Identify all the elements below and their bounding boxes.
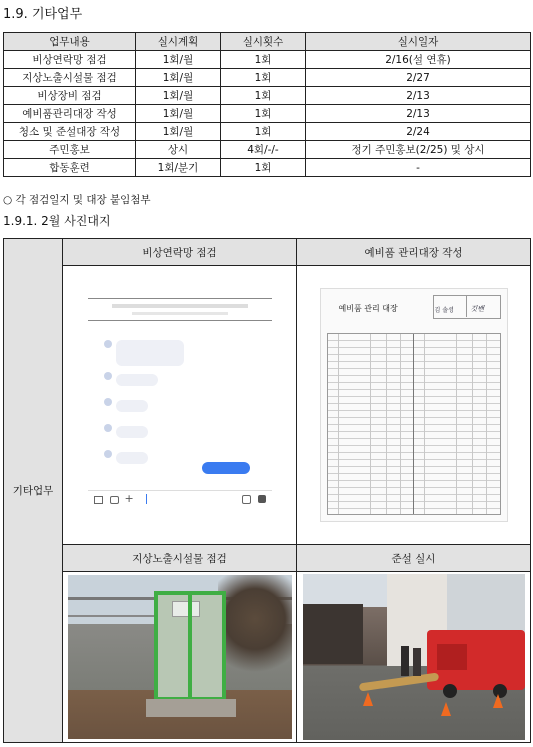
task-date: 2/27 [306,69,531,87]
table-row [4,159,531,177]
dredging-site-photo [303,574,525,740]
table-row [4,123,531,141]
task-count: 1회 [221,69,306,87]
task-name: 비상연락망 점검 [4,51,136,69]
photo-caption: 예비품 관리대장 작성 [297,239,531,266]
photo-caption: 비상연락망 점검 [63,239,297,266]
task-name: 주민홍보 [4,141,136,159]
ledger-title: 예비품 관리 대장 [338,304,398,313]
task-date: 정기 주민홍보(2/25) 및 상시 [306,141,531,159]
task-date: - [306,159,531,177]
task-plan: 상시 [136,141,221,159]
section-title: 1.9. 기타업무 [3,7,83,22]
spare-parts-ledger-photo [320,288,508,522]
photo-cell [63,572,297,743]
task-count: 1회 [221,159,306,177]
photo-cell [297,572,531,743]
task-count: 4회/-/- [221,141,306,159]
task-date: 2/24 [306,123,531,141]
header-cell: 실시계획 [136,33,221,51]
task-name: 예비품관리대장 작성 [4,105,136,123]
task-plan: 1회/월 [136,87,221,105]
header-cell: 업무내용 [4,33,136,51]
table-row [4,51,531,69]
photo-sheet-table [3,238,531,743]
camera-icon [110,496,119,504]
task-name: 지상노출시설물 점검 [4,69,136,87]
task-plan: 1회/분기 [136,159,221,177]
sticker-icon [242,495,251,504]
task-plan: 1회/월 [136,69,221,87]
task-date: 2/16(설 연휴) [306,51,531,69]
photo-caption: 지상노출시설물 점검 [63,545,297,572]
header-cell: 실시횟수 [221,33,306,51]
task-count: 1회 [221,105,306,123]
photo-caption: 준설 실시 [297,545,531,572]
task-count: 1회 [221,51,306,69]
category-label: 기타업무 [4,239,63,743]
task-name: 합동훈련 [4,159,136,177]
signature: 김 솔셩 [434,307,454,314]
task-date: 2/13 [306,105,531,123]
signature: 깃밴 [470,305,485,313]
table-header-row [4,33,531,51]
task-plan: 1회/월 [136,123,221,141]
attachment-note: ○ 각 점검일지 및 대장 붙임첨부 [3,194,151,206]
task-name: 비상장비 점검 [4,87,136,105]
task-count: 1회 [221,87,306,105]
task-summary-table [3,32,531,177]
table-row [4,141,531,159]
table-row [4,105,531,123]
contact-check-screenshot [82,290,278,520]
outdoor-facility-photo [68,575,292,739]
plus-icon: + [124,492,134,505]
table-row [4,87,531,105]
photo-cell [297,266,531,545]
task-plan: 1회/월 [136,105,221,123]
task-count: 1회 [221,123,306,141]
task-date: 2/13 [306,87,531,105]
table-row [4,69,531,87]
task-name: 청소 및 준설대장 작성 [4,123,136,141]
task-plan: 1회/월 [136,51,221,69]
sub-title: 1.9.1. 2월 사진대지 [3,214,111,228]
photo-cell [63,266,297,545]
image-icon [94,496,103,504]
header-cell: 실시일자 [306,33,531,51]
send-icon [258,495,266,503]
